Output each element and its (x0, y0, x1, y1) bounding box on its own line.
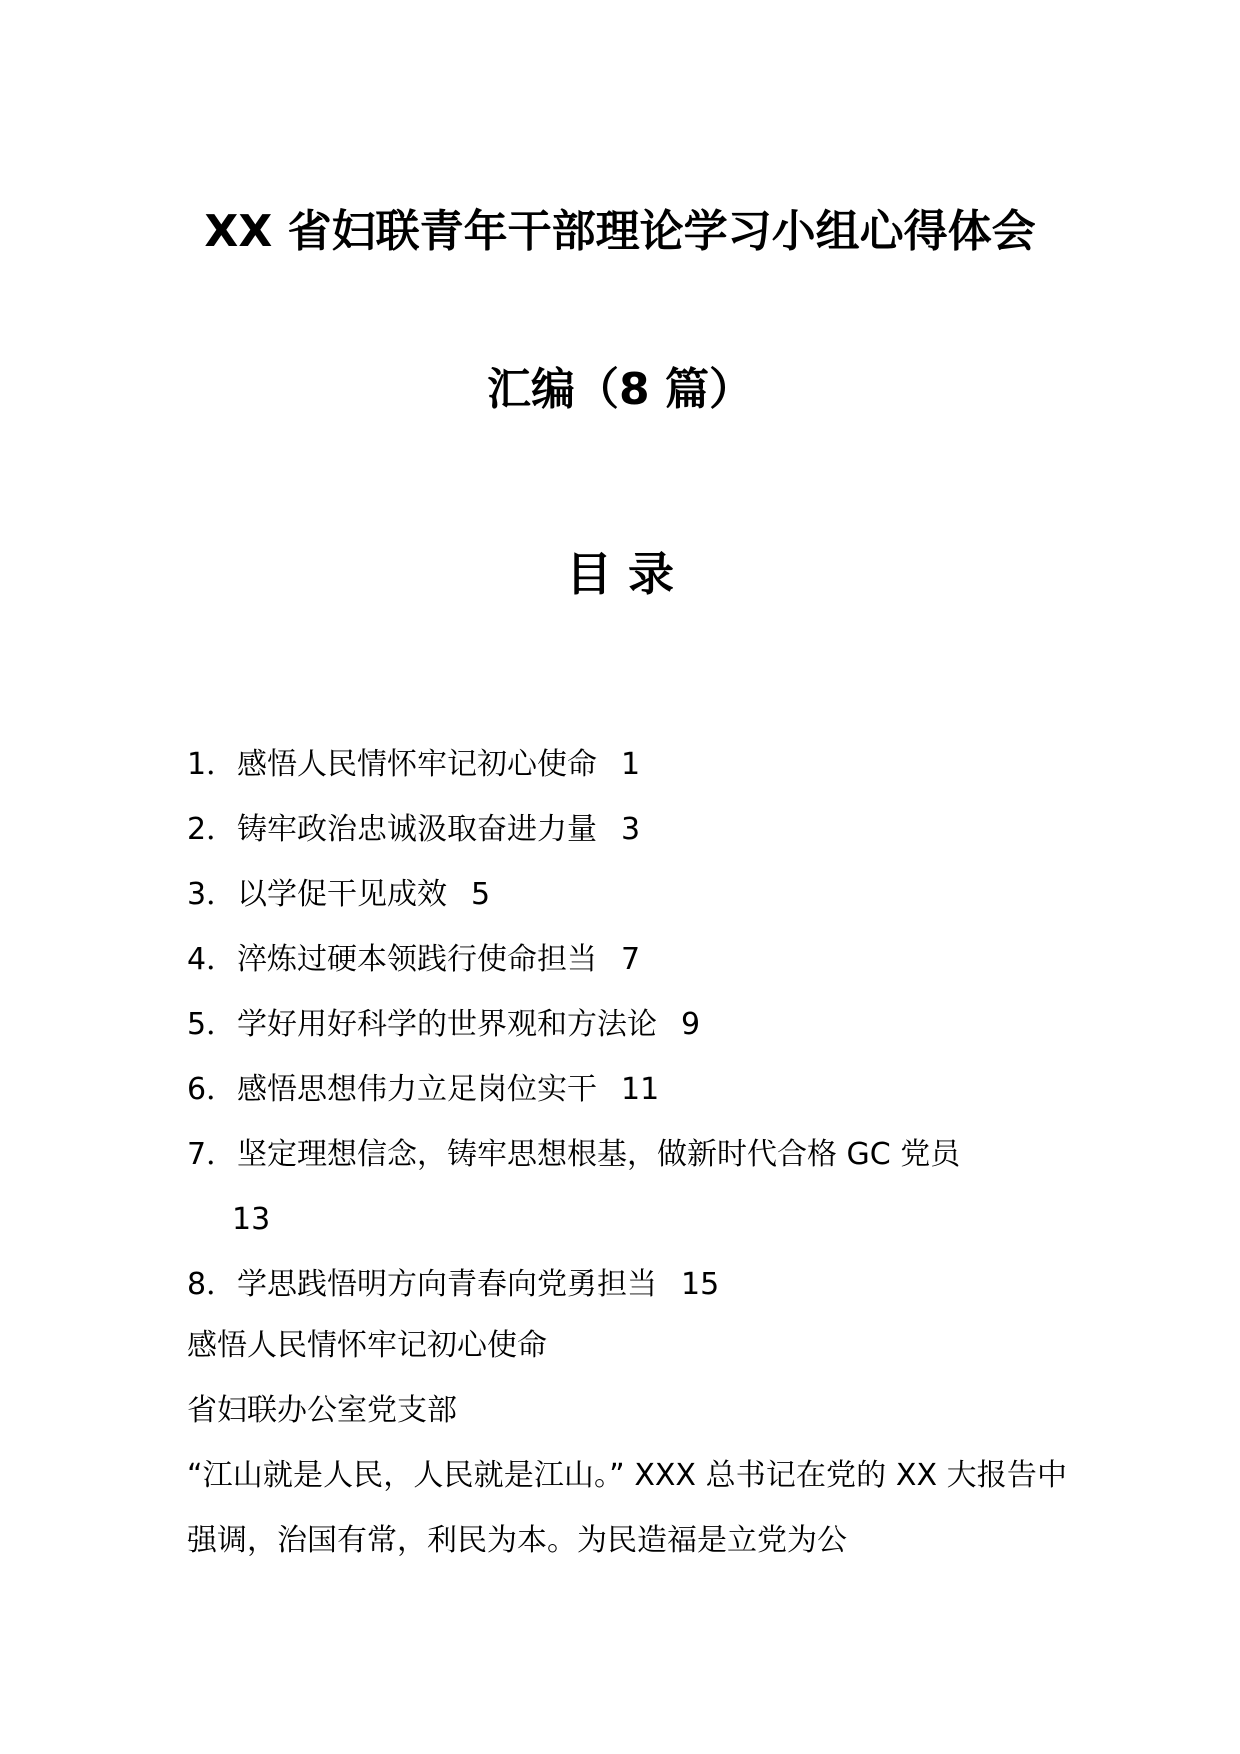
toc-item-page: 13 (232, 1202, 271, 1237)
toc-item-page: 1 (621, 747, 641, 782)
toc-item-number: 4． (187, 942, 237, 977)
toc-item-page: 3 (621, 812, 641, 847)
article-title: 感悟人民情怀牢记初心使命 (187, 1328, 547, 1363)
toc-item (187, 862, 1067, 927)
toc-item-title: 铸牢政治忠诚汲取奋进力量 (237, 812, 597, 847)
toc-item (187, 927, 1067, 992)
toc-item-number: 7． (187, 1137, 237, 1172)
toc-item-page: 5 (471, 877, 491, 912)
toc-item-title: 坚定理想信念，铸牢思想根基，做新时代合格 GC 党员 (237, 1137, 961, 1172)
toc-item-number: 3． (187, 877, 237, 912)
toc-item-number: 8． (187, 1267, 237, 1302)
toc-item (187, 797, 1067, 862)
table-of-contents (187, 732, 1067, 1317)
toc-item (187, 1057, 1067, 1122)
toc-item-page-wrapped (187, 1187, 1067, 1252)
document-title-line-1: XX 省妇联青年干部理论学习小组心得体会 (204, 206, 1036, 257)
toc-item-title: 感悟人民情怀牢记初心使命 (237, 747, 597, 782)
article-paragraph: “江山就是人民，人民就是江山。” XXX 总书记在党的 XX 大报告中强调，治国有常，利民为本。为民造福是立党为公 (187, 1458, 1067, 1558)
toc-item-page: 9 (681, 1007, 701, 1042)
toc-item (187, 1122, 1067, 1187)
toc-item-number: 2． (187, 812, 237, 847)
toc-item-title: 学思践悟明方向青春向党勇担当 (237, 1267, 657, 1302)
toc-item-title: 学好用好科学的世界观和方法论 (237, 1007, 657, 1042)
article-author: 省妇联办公室党支部 (187, 1393, 457, 1428)
toc-item-title: 感悟思想伟力立足岗位实干 (237, 1072, 597, 1107)
toc-heading: 目 录 (565, 547, 674, 601)
toc-item-page: 7 (621, 942, 641, 977)
document-title-line-2: 汇编（8 篇） (487, 364, 753, 415)
toc-item-number: 1． (187, 747, 237, 782)
toc-item-title: 以学促干见成效 (237, 877, 447, 912)
toc-item-page: 11 (621, 1072, 660, 1107)
toc-item (187, 1252, 1067, 1317)
toc-item (187, 732, 1067, 797)
toc-item-page: 15 (681, 1267, 720, 1302)
toc-item (187, 992, 1067, 1057)
toc-item-number: 6． (187, 1072, 237, 1107)
toc-item-number: 5． (187, 1007, 237, 1042)
toc-item-title: 淬炼过硬本领践行使命担当 (237, 942, 597, 977)
